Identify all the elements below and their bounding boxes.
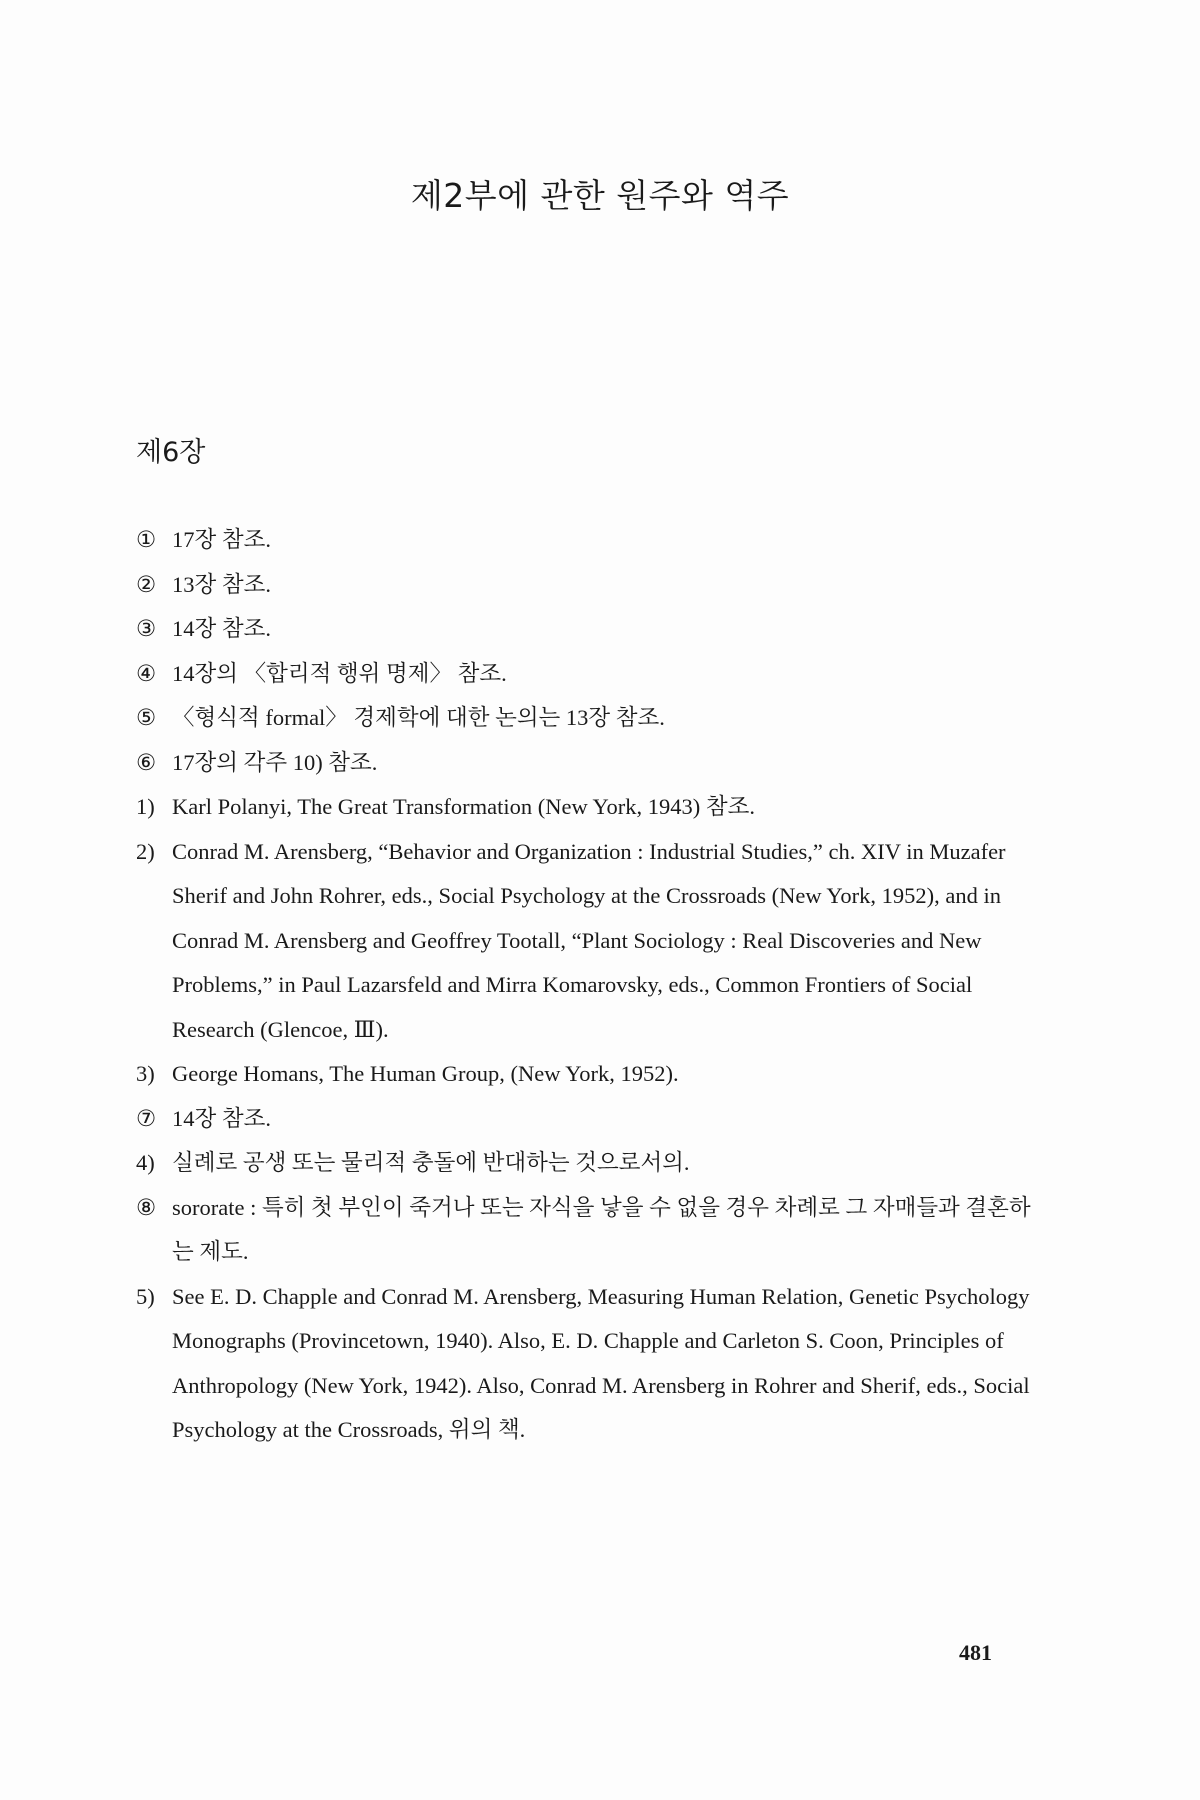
note-item	[136, 518, 1036, 563]
notes-list	[136, 518, 1036, 1453]
note-text: See E. D. Chapple and Conrad M. Arensberg, Measuring Human Relation, Genetic Psychology Monographs (Provincetown, 1940). Also, E. D. Chapple and Carleton S. Coon, Principles of Anthropology (New York, 1942). Also, Conrad M. Arensberg in Rohrer and Sherif, eds., Social Psychology at the Crossroads, 위의 책.	[172, 1283, 1030, 1442]
note-item	[136, 1052, 1036, 1097]
note-marker: 5)	[136, 1283, 155, 1309]
note-marker: ④	[136, 660, 157, 686]
note-item	[136, 830, 1036, 1053]
note-text: Conrad M. Arensberg, “Behavior and Organization : Industrial Studies,” ch. XIV in Muzafer Sherif and John Rohrer, eds., Social Psychology at the Crossroads (New York, 1952), and in Conrad M. Arensberg and Geoffrey Tootall, “Plant Sociology : Real Discoveries and New Problems,” in Paul Lazarsfeld and Mirra Komarovsky, eds., Common Frontiers of Social Research (Glencoe, Ⅲ).	[172, 838, 1006, 1042]
note-text: sororate : 특히 첫 부인이 죽거나 또는 자식을 낳을 수 없을 경우 차례로 그 자매들과 결혼하는 제도.	[172, 1194, 1031, 1264]
page-number: 481	[959, 1640, 992, 1665]
note-marker: ②	[136, 571, 157, 597]
note-text: George Homans, The Human Group, (New York, 1952).	[172, 1061, 679, 1086]
note-text: 14장 참조.	[172, 1105, 271, 1131]
note-marker: ⑧	[136, 1194, 157, 1220]
note-marker: ⑤	[136, 705, 157, 730]
note-item	[136, 607, 1036, 652]
note-text: 〈형식적 formal〉 경제학에 대한 논의는 13장 참조.	[172, 705, 665, 730]
note-marker: 1)	[136, 794, 155, 819]
note-text: 14장의 〈합리적 행위 명제〉 참조.	[172, 660, 507, 686]
note-item	[136, 696, 1036, 741]
note-marker: ③	[136, 616, 157, 641]
note-item	[136, 785, 1036, 830]
note-item	[136, 563, 1036, 608]
note-text: 실례로 공생 또는 물리적 충돌에 반대하는 것으로서의.	[172, 1150, 690, 1175]
note-marker: ①	[136, 527, 157, 552]
note-item	[136, 652, 1036, 697]
note-text: 17장 참조.	[172, 527, 271, 552]
note-item	[136, 1141, 1036, 1186]
note-text: 13장 참조.	[172, 571, 271, 597]
note-item	[136, 1097, 1036, 1142]
chapter-heading: 제6장	[136, 437, 206, 468]
note-text: 14장 참조.	[172, 616, 271, 641]
note-marker: 3)	[136, 1061, 155, 1086]
note-text: 17장의 각주 10) 참조.	[172, 749, 378, 775]
note-marker: ⑥	[136, 749, 157, 775]
note-text: Karl Polanyi, The Great Transformation (New York, 1943) 참조.	[172, 794, 755, 819]
page-title: 제2부에 관한 원주와 역주	[410, 176, 790, 215]
note-marker: 2)	[136, 838, 155, 864]
note-marker: ⑦	[136, 1105, 157, 1131]
note-item	[136, 1275, 1036, 1453]
note-marker: 4)	[136, 1150, 155, 1175]
note-item	[136, 1186, 1036, 1275]
note-item	[136, 741, 1036, 786]
